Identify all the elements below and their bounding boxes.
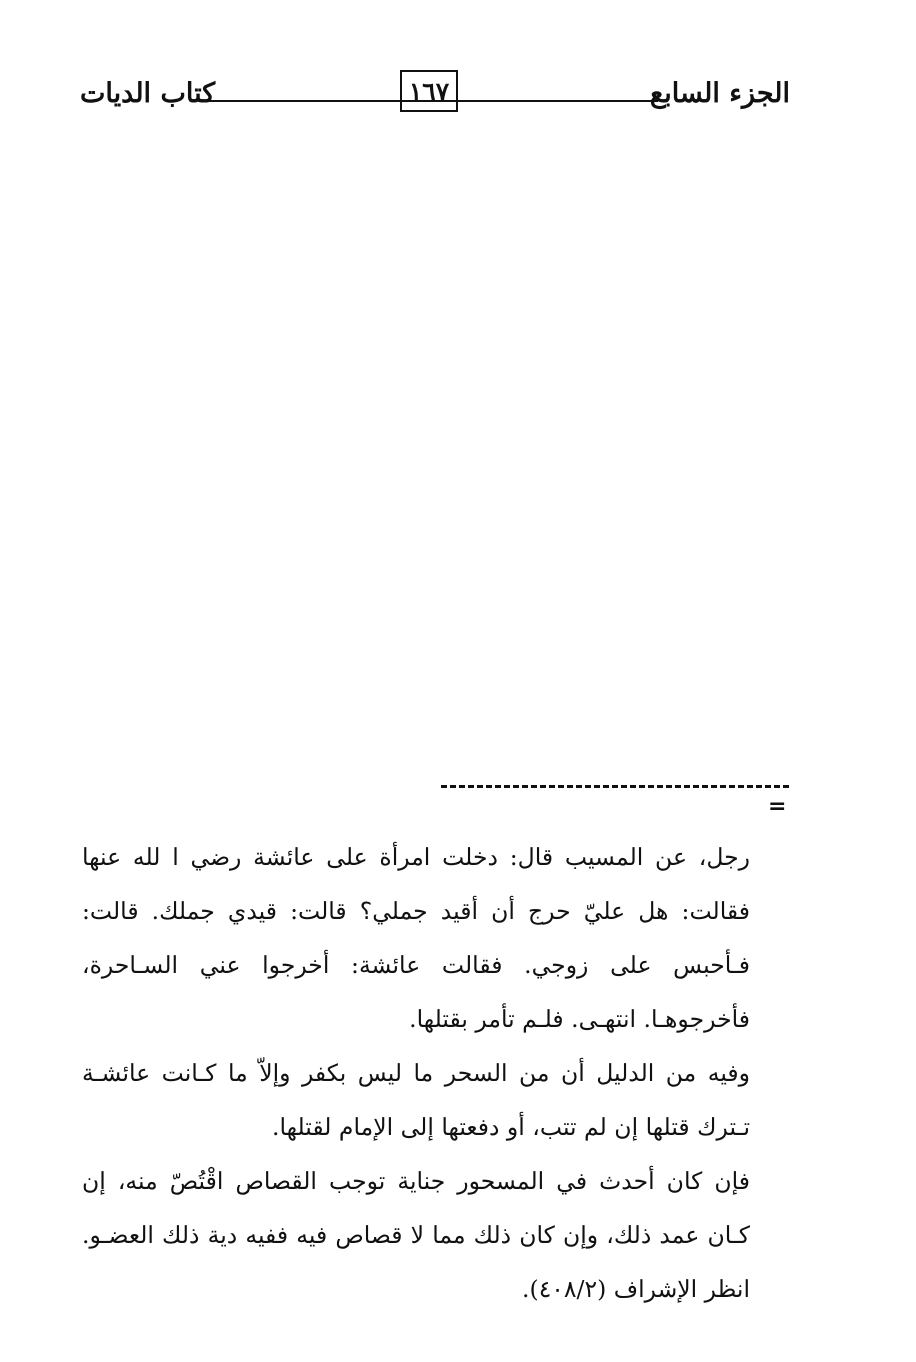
page-header bbox=[80, 70, 790, 120]
header-rule-left bbox=[198, 100, 483, 102]
footnote-separator bbox=[441, 785, 789, 788]
footnote-text bbox=[82, 830, 750, 1316]
volume-title: الجزء السابع bbox=[649, 78, 790, 109]
page-number: ١٦٧ bbox=[400, 70, 458, 112]
header-rule-right bbox=[470, 100, 658, 102]
footnote-continuation-mark: = bbox=[768, 794, 787, 819]
footnote-paragraph: رجل، عن المسيب قال: دخلت امرأة على عائشة رضي ا لله عنها فقالت: هل عليّ حرج أن أقيد جملي؟ قالت: قيدي جملك. قالت: فـأحبس على زوجي. فقالت عائشة: أخرجوا عني السـاحرة، فأخرجوهـا. انتهـى. فلـم تأمر بقتلها. bbox=[82, 843, 750, 1033]
footnote-paragraph: فإن كان أحدث في المسحور جناية توجب القصاص اقْتُصّ منه، إن كـان عمد ذلك، وإن كان ذلك مما لا قصاص فيه ففيه دية ذلك العضـو. انظر الإشراف (٤٠٨/٢). bbox=[82, 1167, 750, 1303]
book-title: كتاب الديات bbox=[80, 78, 216, 109]
footnote-paragraph: وفيه من الدليل أن من السحر ما ليس بكفر وإلاّ ما كـانت عائشـة تـترك قتلها إن لم تتب، أو دفعتها إلى الإمام لقتلها. bbox=[82, 1059, 750, 1141]
